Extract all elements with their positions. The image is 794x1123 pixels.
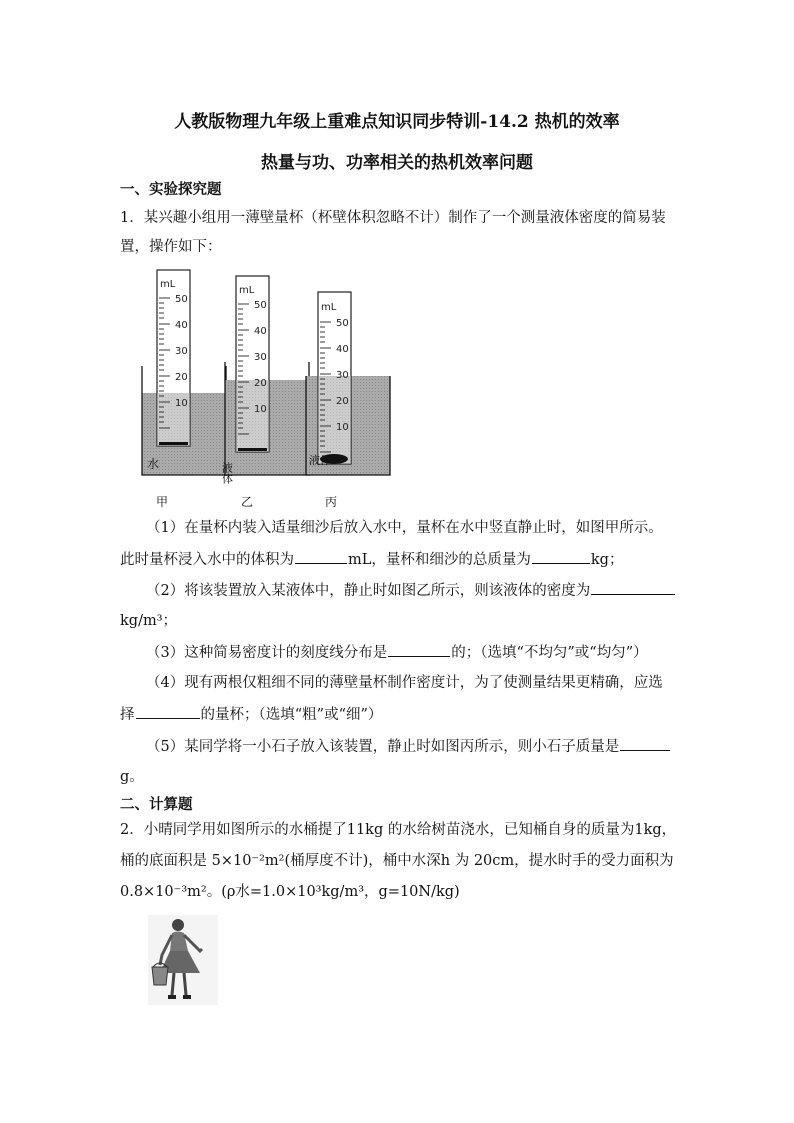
title-line-1: 人教版物理九年级上重难点知识同步特训-14.2 热机的效率 [174,112,620,132]
q2-line-1: 2．小晴同学用如图所示的水桶提了11kg 的水给树苗浇水，已知桶自身的质量为1kg， [120,822,677,838]
svg-text:40: 40 [175,320,188,331]
container-yi [221,276,310,484]
container-bing [306,292,390,475]
svg-text:40: 40 [336,344,349,355]
q2-line-2: 桶的底面积是 5×10⁻²m²(桶厚度不计)，桶中水深h 为 20cm，提水时手的受力面积为 [120,853,674,869]
section-heading-calculation: 二、计算题 [120,796,193,813]
q1-part4-line-b: 择 的量杯；（选填“粗”或“细”） [120,704,382,725]
svg-text:10: 10 [175,398,188,409]
answer-blank[interactable] [591,580,675,595]
svg-text:30: 30 [336,370,349,381]
q1-part2-line-a: （2）将该装置放入某液体中，静止时如图乙所示，则该液体的密度为 [146,580,676,601]
q1-part3: （3）这种简易密度计的刻度线分布是 的；（选填“不均匀”或“均匀”） [146,642,648,663]
svg-text:50: 50 [175,294,188,305]
svg-text:50: 50 [254,300,267,311]
figure-label-yi: 乙 [241,495,254,509]
q1-intro-line-2: 置，操作如下： [120,239,222,255]
liquid-label-yi: 液体 [220,462,234,484]
answer-blank[interactable] [388,642,450,657]
q2-line-3: 0.8×10⁻³m²。(ρ水=1.0×10³kg/m³，g=10N/kg) [120,884,460,900]
svg-text:20: 20 [254,378,267,389]
answer-blank[interactable] [136,704,200,719]
svg-text:mL: mL [239,285,255,296]
svg-text:10: 10 [336,422,349,433]
liquid-label-bing: 液体 [309,454,331,467]
svg-text:20: 20 [336,396,349,407]
q1-part5-line-a: （5）某同学将一小石子放入该装置，静止时如图丙所示，则小石子质量是 [146,736,671,757]
q1-part5-line-b: g。 [120,769,144,785]
svg-text:mL: mL [321,302,337,313]
svg-text:10: 10 [254,404,267,415]
svg-text:40: 40 [254,326,267,337]
answer-blank[interactable] [295,549,347,564]
section-heading-experiment: 一、实验探究题 [120,181,222,198]
svg-text:50: 50 [336,318,349,329]
container-jia [142,270,226,475]
svg-text:30: 30 [175,346,188,357]
svg-text:30: 30 [254,352,267,363]
unit-label: mL [160,279,176,290]
q1-part1-line-a: （1）在量杯内装入适量细沙后放入水中，量杯在水中竖直静止时，如图甲所示。 [146,520,663,536]
figure-label-bing: 丙 [325,495,338,509]
measuring-cylinder-figure [120,262,410,517]
answer-blank[interactable] [532,549,590,564]
q1-part2-line-b: kg/m³； [120,613,178,629]
svg-text:20: 20 [175,372,188,383]
answer-blank[interactable] [620,736,670,751]
q1-part4-line-a: （4）现有两根仅粗细不同的薄壁量杯制作密度计，为了使测量结果更精确，应选 [146,675,663,691]
q1-part1-line-b: 此时量杯浸入水中的体积为 mL，量杯和细沙的总质量为 kg； [120,549,623,570]
girl-carrying-bucket-image [148,915,218,1005]
figure-label-jia: 甲 [156,495,169,509]
title-line-2: 热量与功、功率相关的热机效率问题 [261,153,533,173]
q1-intro-line-1: 1．某兴趣小组用一薄壁量杯（杯壁体积忽略不计）制作了一个测量液体密度的简易装 [120,210,666,226]
liquid-label-water: 水 [147,457,160,471]
